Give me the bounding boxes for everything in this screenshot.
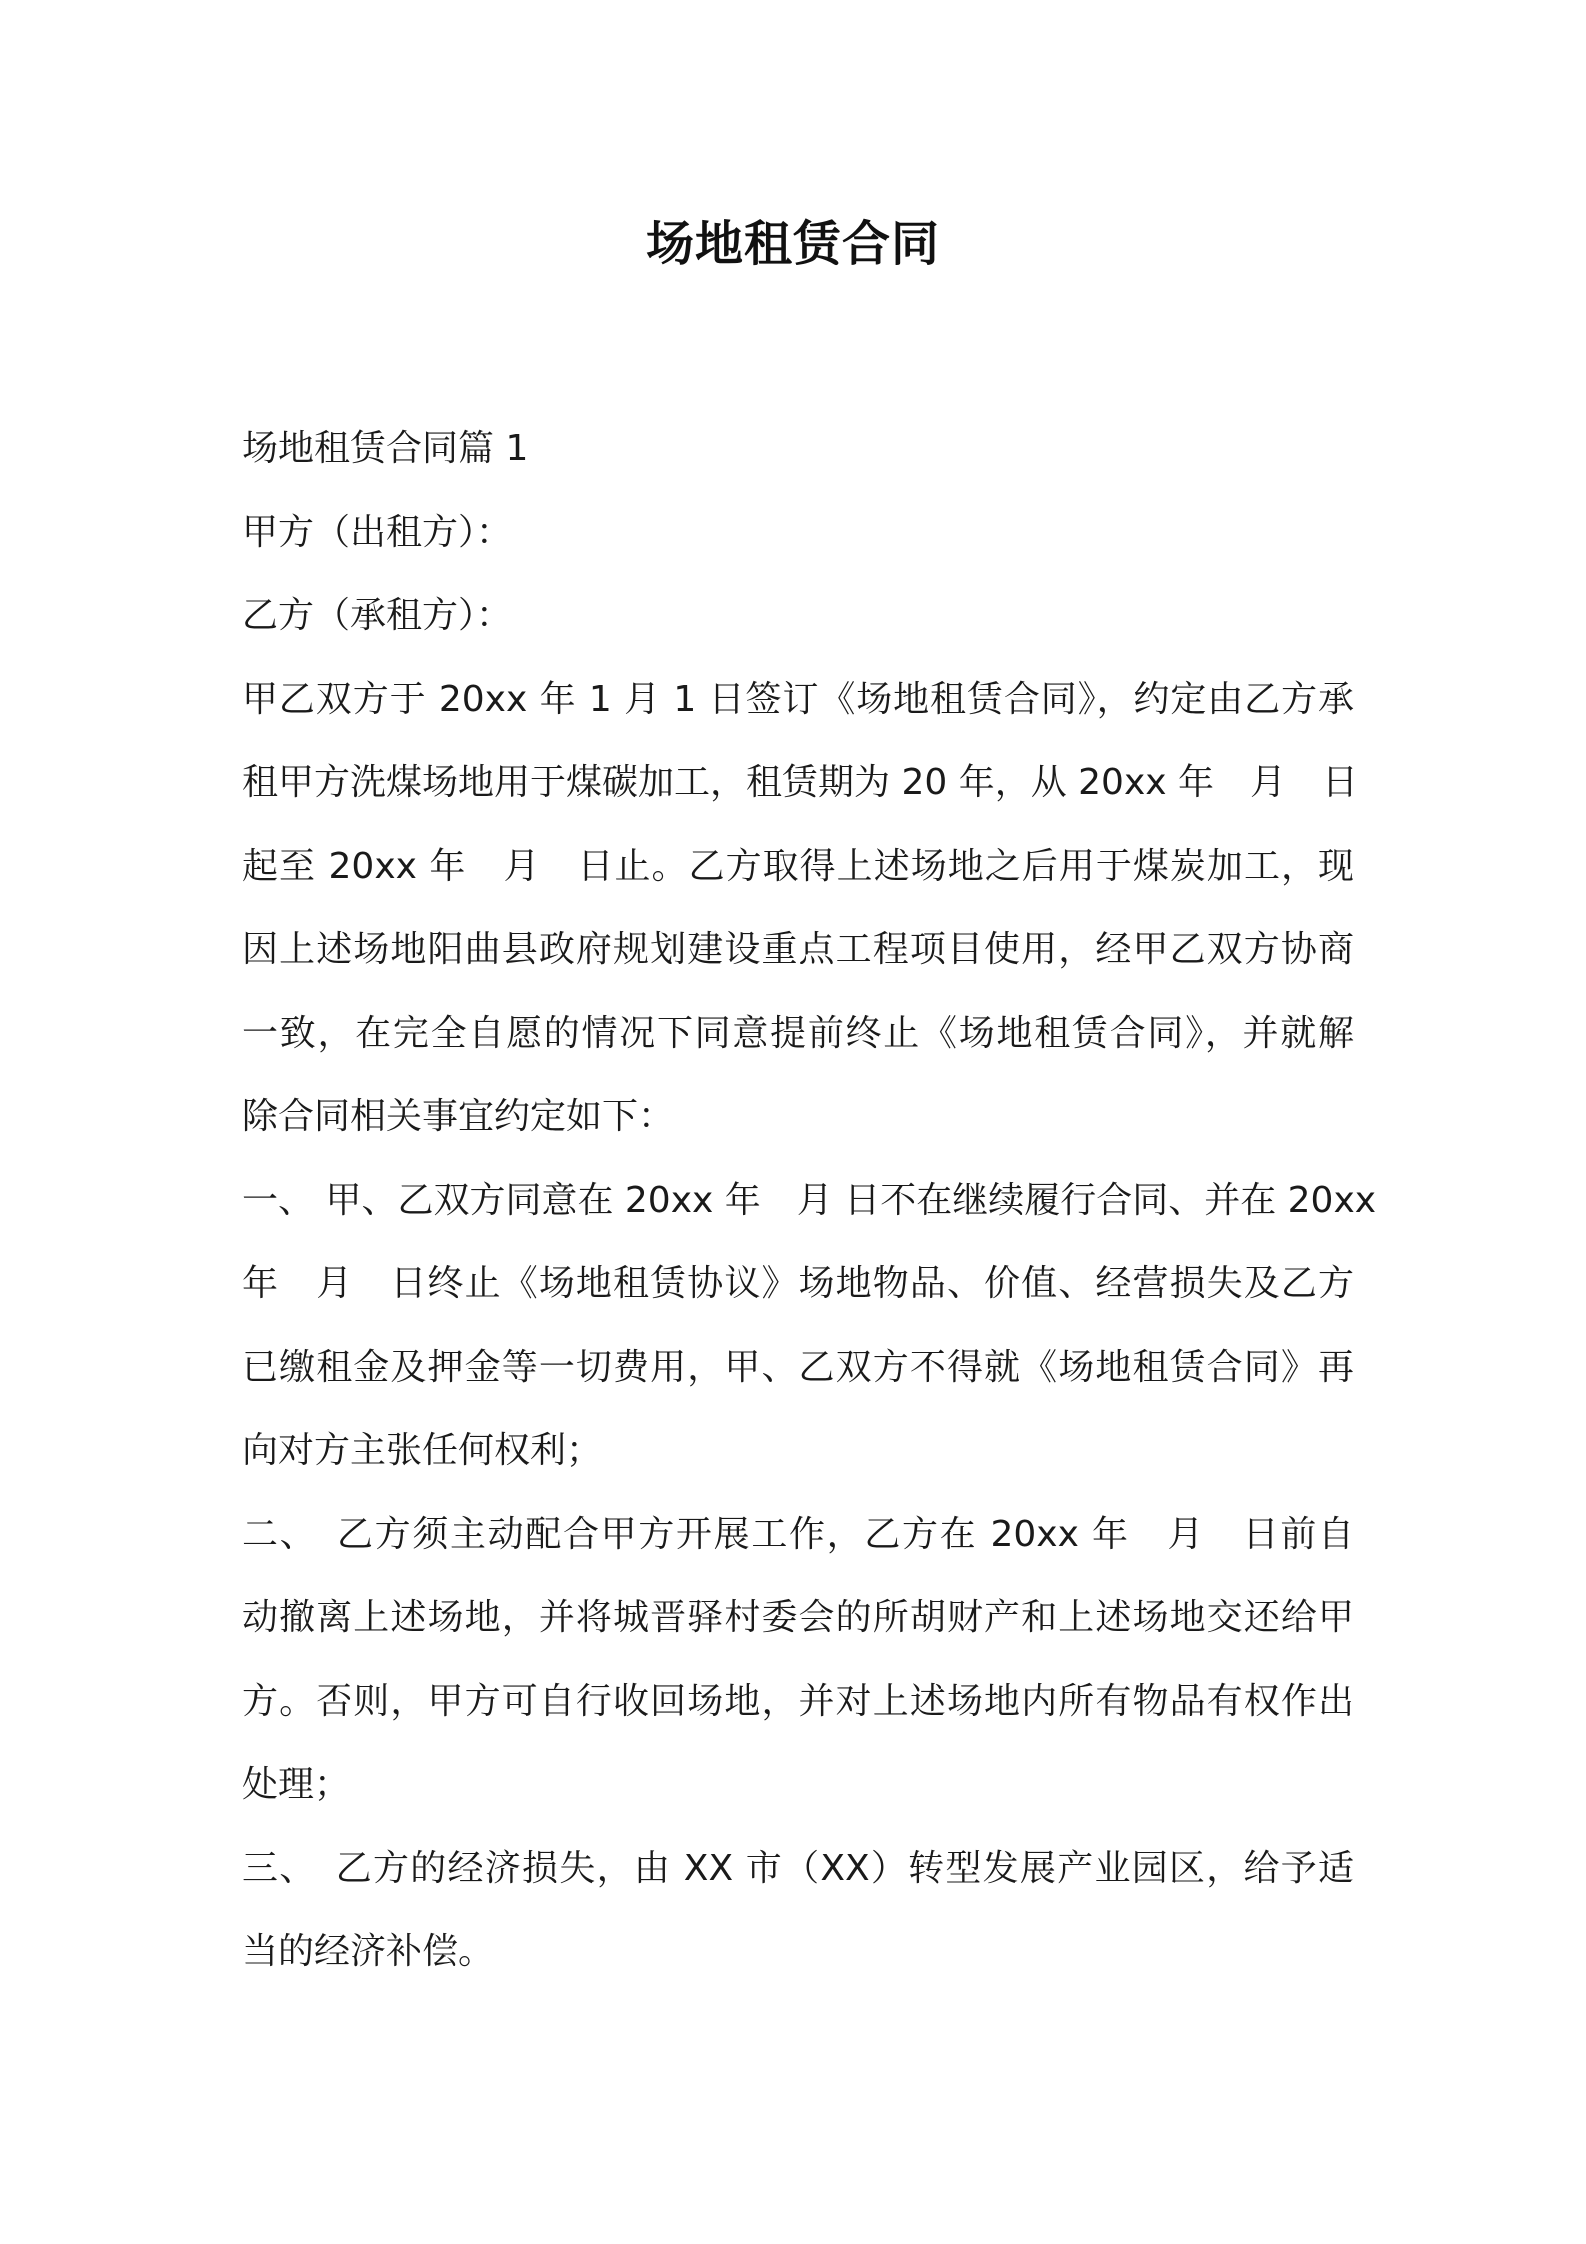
paragraph-line: 租甲方洗煤场地用于煤碳加工，租赁期为 20 年，从 20xx 年 月 日 [242, 762, 1359, 803]
section-heading: 场地租赁合同篇 1 [242, 428, 529, 469]
clause-2-line: 方。否则，甲方可自行收回场地，并对上述场地内所有物品有权作出 [242, 1680, 1354, 1722]
clause-1-line: 一、 甲、乙双方同意在 20xx 年 月 日不在继续履行合同、并在 20xx [242, 1179, 1377, 1221]
clause-1-line: 已缴租金及押金等一切费用，甲、乙双方不得就《场地租赁合同》再 [242, 1346, 1354, 1388]
paragraph-line: 除合同相关事宜约定如下： [242, 1096, 675, 1137]
document-title: 场地租赁合同 [645, 216, 940, 272]
clause-1-line: 向对方主张任何权利； [242, 1430, 603, 1471]
paragraph-line: 一致，在完全自愿的情况下同意提前终止《场地租赁合同》，并就解 [242, 1012, 1354, 1054]
clause-2-line: 处理； [242, 1764, 351, 1805]
clause-1-line: 年 月 日终止《场地租赁协议》场地物品、价值、经营损失及乙方 [242, 1263, 1354, 1304]
paragraph-line: 因上述场地阳曲县政府规划建设重点工程项目使用，经甲乙双方协商 [242, 929, 1354, 970]
party-a-line: 甲方（出租方）： [242, 511, 513, 553]
document-body [242, 407, 1377, 1994]
clause-2-line: 动撤离上述场地，并将城晋驿村委会的所胡财产和上述场地交还给甲 [242, 1597, 1354, 1638]
party-b-line: 乙方（承租方）： [242, 595, 513, 636]
paragraph-line: 甲乙双方于 20xx 年 1 月 1 日签订《场地租赁合同》，约定由乙方承 [242, 678, 1354, 720]
clause-2-line: 二、 乙方须主动配合甲方开展工作，乙方在 20xx 年 月 日前自 [242, 1513, 1354, 1555]
clause-3-line: 三、 乙方的经济损失，由 XX 市（XX）转型发展产业园区，给予适 [242, 1847, 1354, 1889]
paragraph-line: 起至 20xx 年 月 日止。乙方取得上述场地之后用于煤炭加工，现 [242, 845, 1354, 887]
clause-3-line: 当的经济补偿。 [242, 1931, 495, 1972]
